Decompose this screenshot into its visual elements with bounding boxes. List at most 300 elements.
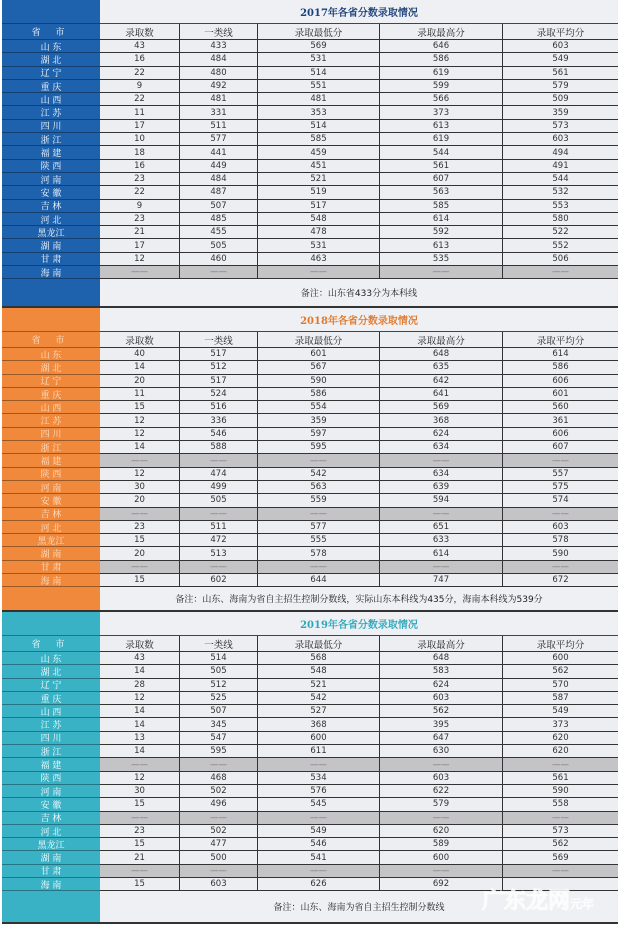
table-cell: 492 [180, 80, 258, 93]
table-cell: 558 [503, 798, 618, 811]
table-cell: 619 [380, 133, 503, 146]
table-cell: 569 [380, 401, 503, 414]
table-cell: 21 [100, 226, 180, 239]
table-cell: 522 [503, 226, 618, 239]
table-cell: 459 [258, 146, 380, 159]
table-row [100, 692, 618, 705]
table-cell: 603 [503, 521, 618, 534]
table-cell: —— [380, 865, 503, 878]
table-cell: 563 [380, 186, 503, 199]
table-cell: —— [258, 561, 380, 574]
watermark-logo [482, 884, 594, 915]
table-cell: 594 [380, 494, 503, 507]
table-cell: 590 [258, 375, 380, 388]
column-header: 录取最低分 [258, 24, 380, 40]
table-cell: —— [380, 454, 503, 467]
table-cell: 511 [180, 120, 258, 133]
table-row [100, 53, 618, 66]
table-cell: 14 [100, 705, 180, 718]
province-cell: 重 庆 [2, 388, 100, 401]
province-cell: 四 川 [2, 732, 100, 745]
table-cell: 512 [180, 361, 258, 374]
province-cell: 陕 西 [2, 468, 100, 481]
table-cell: 614 [380, 547, 503, 560]
table-cell: 484 [180, 173, 258, 186]
province-cell: 湖 南 [2, 239, 100, 252]
table-cell: 613 [380, 239, 503, 252]
table-cell: 603 [503, 133, 618, 146]
table-cell: —— [258, 454, 380, 467]
table-cell: 20 [100, 375, 180, 388]
table-cell: 603 [380, 692, 503, 705]
table-cell: 553 [503, 200, 618, 213]
table-row [100, 481, 618, 494]
table-row [100, 454, 618, 467]
table-cell: 449 [180, 160, 258, 173]
table-cell: 641 [380, 388, 503, 401]
table-cell: 28 [100, 679, 180, 692]
column-header: 录取最高分 [380, 636, 503, 652]
column-header: 录取数 [100, 24, 180, 40]
province-column [2, 0, 100, 306]
table-cell: 622 [380, 785, 503, 798]
table-cell: 12 [100, 428, 180, 441]
table-cell: 541 [258, 851, 380, 864]
table-row [100, 213, 618, 226]
table-cell: 20 [100, 494, 180, 507]
table-cell: 23 [100, 213, 180, 226]
table-cell: 549 [503, 53, 618, 66]
province-cell: 四 川 [2, 120, 100, 133]
table-row [100, 80, 618, 93]
table-cell: 22 [100, 186, 180, 199]
table-cell: 606 [503, 428, 618, 441]
table-cell: 600 [258, 732, 380, 745]
table-cell: —— [503, 812, 618, 825]
table-cell: 534 [258, 772, 380, 785]
table-cell: —— [503, 454, 618, 467]
province-cell: 河 北 [2, 213, 100, 226]
table-cell: 614 [380, 213, 503, 226]
note-spacer [2, 587, 100, 610]
province-cell: 吉 林 [2, 508, 100, 521]
province-cell: 甘 肃 [2, 253, 100, 266]
province-cell: 福 建 [2, 146, 100, 159]
table-cell: 554 [258, 401, 380, 414]
table-cell: 580 [503, 213, 618, 226]
table-row [100, 253, 618, 266]
table-cell: 505 [180, 494, 258, 507]
table-row [100, 772, 618, 785]
province-cell: 吉 林 [2, 812, 100, 825]
table-note: 备注：山东、海南为省自主招生控制分数线 [273, 903, 445, 914]
table-cell: 586 [380, 53, 503, 66]
table-cell: 509 [503, 93, 618, 106]
province-cell: 四 川 [2, 428, 100, 441]
table-cell: 12 [100, 468, 180, 481]
table-cell: 9 [100, 200, 180, 213]
province-cell: 江 苏 [2, 414, 100, 427]
table-cell: 532 [503, 186, 618, 199]
score-table [100, 308, 618, 610]
table-cell: 570 [503, 679, 618, 692]
table-cell: 555 [258, 534, 380, 547]
table-cell: 15 [100, 401, 180, 414]
table-row [100, 838, 618, 851]
table-cell: 43 [100, 40, 180, 53]
table-cell: 644 [258, 574, 380, 587]
table-row [100, 758, 618, 771]
province-cell: 山 东 [2, 652, 100, 665]
table-cell: 607 [503, 441, 618, 454]
table-cell: 614 [503, 348, 618, 361]
table-section-2018 [2, 308, 618, 612]
province-cell: 湖 南 [2, 851, 100, 864]
province-cell: 辽 宁 [2, 67, 100, 80]
province-cell: 浙 江 [2, 441, 100, 454]
score-table [100, 0, 618, 306]
table-cell: 514 [258, 67, 380, 80]
province-cell: 黑龙江 [2, 838, 100, 851]
table-cell: 359 [258, 414, 380, 427]
province-cell: 江 苏 [2, 106, 100, 119]
table-cell: 43 [100, 652, 180, 665]
province-cell: 浙 江 [2, 133, 100, 146]
table-cell: 624 [380, 428, 503, 441]
table-cell: 542 [258, 692, 380, 705]
province-cell: 吉 林 [2, 200, 100, 213]
table-cell: 595 [258, 441, 380, 454]
province-cell: 湖 北 [2, 53, 100, 66]
header-row [100, 24, 618, 40]
column-header: 一类线 [180, 636, 258, 652]
table-row [100, 705, 618, 718]
table-cell: —— [100, 758, 180, 771]
table-cell: —— [100, 812, 180, 825]
table-cell: 505 [180, 665, 258, 678]
table-cell: —— [180, 865, 258, 878]
table-row [100, 375, 618, 388]
table-cell: 546 [180, 428, 258, 441]
table-cell: 30 [100, 785, 180, 798]
table-row [100, 812, 618, 825]
province-cell: 安 徽 [2, 494, 100, 507]
table-cell: —— [180, 561, 258, 574]
province-cell: 河 北 [2, 825, 100, 838]
table-row [100, 120, 618, 133]
table-cell: 485 [180, 213, 258, 226]
table-section-2017 [2, 0, 618, 308]
table-row [100, 652, 618, 665]
table-row [100, 865, 618, 878]
table-cell: 496 [180, 798, 258, 811]
province-cell: 河 南 [2, 173, 100, 186]
table-cell: 613 [380, 120, 503, 133]
table-cell: —— [258, 266, 380, 279]
note-spacer [2, 891, 100, 922]
table-cell: 14 [100, 665, 180, 678]
table-cell: 579 [380, 798, 503, 811]
table-cell: 481 [180, 93, 258, 106]
table-cell: —— [180, 508, 258, 521]
province-header: 省 市 [2, 332, 100, 348]
table-cell: 472 [180, 534, 258, 547]
table-cell: 511 [180, 521, 258, 534]
province-cell: 海 南 [2, 574, 100, 587]
table-cell: 576 [258, 785, 380, 798]
table-cell: 12 [100, 772, 180, 785]
table-cell: 561 [380, 160, 503, 173]
table-cell: 592 [380, 226, 503, 239]
table-cell: 23 [100, 825, 180, 838]
table-row [100, 239, 618, 252]
table-cell: 331 [180, 106, 258, 119]
table-cell: —— [100, 266, 180, 279]
table-cell: —— [258, 508, 380, 521]
table-cell: 586 [503, 361, 618, 374]
table-cell: 14 [100, 361, 180, 374]
table-row [100, 441, 618, 454]
table-cell: 600 [380, 851, 503, 864]
table-row [100, 67, 618, 80]
table-cell: —— [503, 561, 618, 574]
table-row [100, 574, 618, 587]
table-row [100, 494, 618, 507]
table-cell: 516 [180, 401, 258, 414]
table-row [100, 200, 618, 213]
watermark-tail: 元年 [569, 897, 594, 911]
table-cell: —— [100, 454, 180, 467]
table-cell: 22 [100, 67, 180, 80]
table-row [100, 361, 618, 374]
header-row [100, 332, 618, 348]
table-cell: 16 [100, 53, 180, 66]
table-row [100, 851, 618, 864]
table-cell: 672 [503, 574, 618, 587]
table-cell: —— [503, 508, 618, 521]
table-cell: 17 [100, 120, 180, 133]
table-cell: 579 [503, 80, 618, 93]
column-header: 录取数 [100, 636, 180, 652]
province-cell: 陕 西 [2, 772, 100, 785]
table-cell: 23 [100, 173, 180, 186]
column-header: 录取平均分 [503, 24, 618, 40]
table-cell: 484 [180, 53, 258, 66]
province-cell: 河 北 [2, 521, 100, 534]
table-cell: 561 [503, 772, 618, 785]
table-cell: 463 [258, 253, 380, 266]
table-cell: 502 [180, 785, 258, 798]
table-cell: 563 [258, 481, 380, 494]
table-cell: 500 [180, 851, 258, 864]
table-cell: —— [258, 865, 380, 878]
table-cell: —— [380, 758, 503, 771]
table-row [100, 133, 618, 146]
table-cell: 491 [503, 160, 618, 173]
table-cell: 561 [503, 67, 618, 80]
table-cell: 630 [380, 745, 503, 758]
table-cell: 535 [380, 253, 503, 266]
table-note: 备注：山东省433分为本科线 [300, 289, 418, 300]
table-cell: 646 [380, 40, 503, 53]
province-cell: 甘 肃 [2, 561, 100, 574]
province-cell: 福 建 [2, 758, 100, 771]
table-cell: 477 [180, 838, 258, 851]
table-cell: 17 [100, 239, 180, 252]
table-cell: 517 [258, 200, 380, 213]
table-cell: 494 [503, 146, 618, 159]
table-cell: 557 [503, 468, 618, 481]
table-cell: 18 [100, 146, 180, 159]
column-header: 一类线 [180, 332, 258, 348]
table-row [100, 561, 618, 574]
table-row [100, 798, 618, 811]
column-header: 录取最低分 [258, 332, 380, 348]
column-header: 录取数 [100, 332, 180, 348]
table-cell: 602 [180, 574, 258, 587]
note-spacer [2, 279, 100, 306]
province-cell: 山 西 [2, 93, 100, 106]
table-cell: —— [258, 812, 380, 825]
table-cell: 524 [180, 388, 258, 401]
table-row [100, 428, 618, 441]
table-row [100, 825, 618, 838]
province-cell: 安 徽 [2, 186, 100, 199]
table-cell: 507 [180, 200, 258, 213]
table-row [100, 160, 618, 173]
table-cell: 11 [100, 106, 180, 119]
table-cell: 577 [180, 133, 258, 146]
table-cell: 441 [180, 146, 258, 159]
table-row [100, 266, 618, 279]
table-cell: 14 [100, 441, 180, 454]
province-cell: 湖 北 [2, 361, 100, 374]
table-cell: 15 [100, 838, 180, 851]
table-cell: —— [380, 266, 503, 279]
table-cell: 544 [380, 146, 503, 159]
table-row [100, 348, 618, 361]
province-cell: 辽 宁 [2, 375, 100, 388]
table-cell: 574 [503, 494, 618, 507]
table-cell: 499 [180, 481, 258, 494]
table-row [100, 414, 618, 427]
province-cell: 海 南 [2, 266, 100, 279]
table-cell: 517 [180, 375, 258, 388]
table-cell: 368 [380, 414, 503, 427]
table-cell: 601 [258, 348, 380, 361]
province-title-spacer [2, 308, 100, 332]
table-cell: 368 [258, 718, 380, 731]
table-cell: 577 [258, 521, 380, 534]
province-cell: 陕 西 [2, 160, 100, 173]
table-cell: 747 [380, 574, 503, 587]
table-cell: 21 [100, 851, 180, 864]
table-title: 2019年各省分数录取情况 [100, 612, 618, 636]
table-cell: 552 [503, 239, 618, 252]
table-cell: 517 [180, 348, 258, 361]
table-cell: —— [180, 758, 258, 771]
table-cell: 603 [380, 772, 503, 785]
column-header: 录取平均分 [503, 332, 618, 348]
table-cell: 12 [100, 253, 180, 266]
table-cell: 560 [503, 401, 618, 414]
province-cell: 浙 江 [2, 745, 100, 758]
table-cell: 30 [100, 481, 180, 494]
table-cell: 12 [100, 692, 180, 705]
table-cell: 569 [258, 40, 380, 53]
table-cell: 336 [180, 414, 258, 427]
province-cell: 海 南 [2, 878, 100, 891]
table-cell: 531 [258, 239, 380, 252]
table-cell: 578 [503, 534, 618, 547]
table-cell: 15 [100, 534, 180, 547]
table-row [100, 718, 618, 731]
table-cell: 502 [180, 825, 258, 838]
table-cell: 590 [503, 785, 618, 798]
table-cell: 562 [503, 665, 618, 678]
province-cell: 重 庆 [2, 80, 100, 93]
table-cell: 481 [258, 93, 380, 106]
table-cell: 620 [503, 732, 618, 745]
table-cell: 23 [100, 521, 180, 534]
table-cell: 588 [180, 441, 258, 454]
table-row [100, 508, 618, 521]
table-cell: 548 [258, 213, 380, 226]
table-cell: —— [503, 266, 618, 279]
table-cell: 11 [100, 388, 180, 401]
table-row [100, 146, 618, 159]
table-row [100, 679, 618, 692]
table-cell: 642 [380, 375, 503, 388]
table-cell: 15 [100, 574, 180, 587]
table-note: 备注：山东、海南为省自主招生控制分数线，实际山东本科线为435分，海南本科线为539分 [175, 595, 543, 606]
table-cell: 527 [258, 705, 380, 718]
table-cell: —— [380, 508, 503, 521]
table-cell: 589 [380, 838, 503, 851]
table-row [100, 547, 618, 560]
table-cell: 9 [100, 80, 180, 93]
table-cell: —— [503, 758, 618, 771]
province-cell: 重 庆 [2, 692, 100, 705]
table-cell: —— [258, 758, 380, 771]
table-cell: 373 [380, 106, 503, 119]
province-cell: 山 东 [2, 40, 100, 53]
table-cell: 601 [503, 388, 618, 401]
table-cell: 12 [100, 414, 180, 427]
province-column [2, 612, 100, 922]
table-cell: 587 [503, 692, 618, 705]
table-cell: 603 [503, 40, 618, 53]
table-cell: 634 [380, 468, 503, 481]
table-cell: —— [180, 266, 258, 279]
table-cell: 514 [258, 120, 380, 133]
province-cell: 安 徽 [2, 798, 100, 811]
table-cell: 22 [100, 93, 180, 106]
table-cell: 590 [503, 547, 618, 560]
table-cell: 373 [503, 718, 618, 731]
table-cell: 478 [258, 226, 380, 239]
table-cell: 647 [380, 732, 503, 745]
table-row [100, 665, 618, 678]
table-cell: 569 [503, 851, 618, 864]
province-cell: 黑龙江 [2, 226, 100, 239]
table-cell: 639 [380, 481, 503, 494]
table-cell: 619 [380, 67, 503, 80]
table-cell: 16 [100, 160, 180, 173]
table-row [100, 388, 618, 401]
table-cell: 353 [258, 106, 380, 119]
table-cell: 549 [503, 705, 618, 718]
